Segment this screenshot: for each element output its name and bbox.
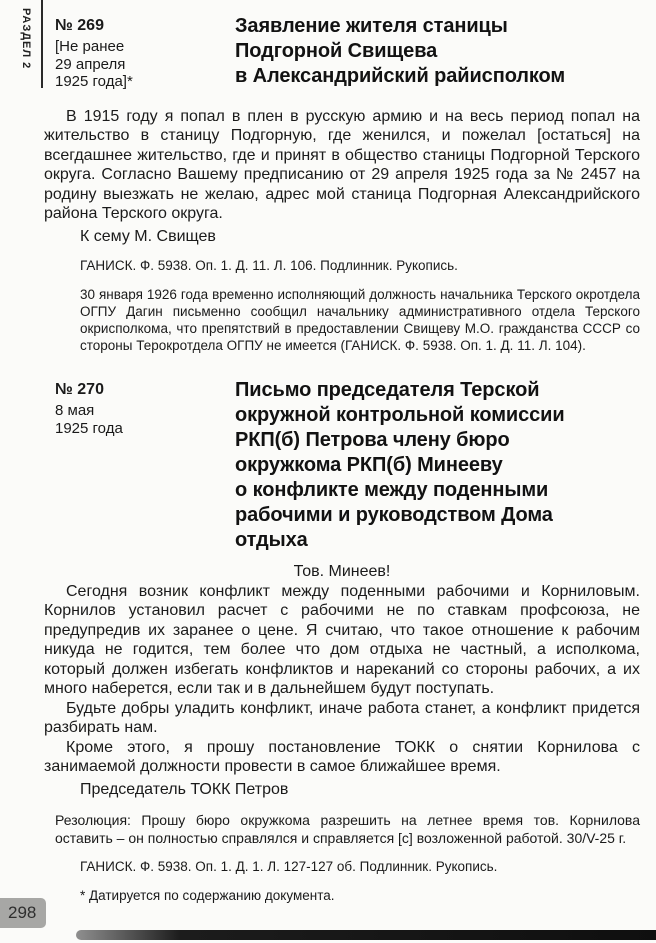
doc-title: Письмо председателя Терской окружной контрольной комиссии РКП(б) Петрова члену бюро окружкома РКП(б) Минееву о конфликте между поденными рабочими и руководством Дома отдыха [235, 379, 565, 551]
doc-270-meta [44, 378, 235, 553]
doc-body-paragraph: В 1915 году я попал в плен в русскую армию и на весь период попал на жительство в станицу Подгорную, где женился, и пожелал [остаться] на всегдашнее жительство, где и принят в общество станицы Подгорной Терского округа. Согласно Вашему предписанию от 29 апреля 1925 года за № 2457 на родину выезжать не желаю, адрес мой станица Подгорная Александрийского района Терского округа. [44, 107, 640, 222]
document-270 [44, 378, 640, 904]
doc-270-header [44, 378, 640, 553]
doc-number: № 270 [55, 381, 104, 398]
doc-title: Заявление жителя станицы Подгорной Свищева в Александрийский райисполком [235, 15, 566, 87]
resolution-note: Резолюция: Прошу бюро окружкома разрешить на летнее время тов. Корнилова оставить – он полностью справлялся и справляется [с] возложенной работой. 30/V-25 г. [55, 812, 640, 846]
bottom-decoration-bar [76, 930, 656, 940]
doc-date: [Не ранее 29 апреля 1925 года]* [55, 38, 133, 90]
doc-date: 8 мая 1925 года [55, 402, 123, 437]
document-269 [44, 14, 640, 354]
doc-body-paragraph: Кроме этого, я прошу постановление ТОКК о снятии Корнилова с занимаемой должности провести в самое ближайшее время. [44, 738, 640, 775]
archive-citation: ГАНИСК. Ф. 5938. Оп. 1. Д. 11. Л. 106. Подлинник. Рукопись. [80, 258, 458, 273]
doc-body-paragraph: Будьте добры уладить конфликт, иначе работа станет, а конфликт придется разбирать нам. [44, 699, 640, 736]
editorial-note: 30 января 1926 года временно исполняющий должность начальника Терского окротдела ОГПУ Дагин письменно сообщил начальнику административного отдела Терского окрисполкома, что препятствий в предоставлении Свищеву М.О. гражданства СССР со стороны Терокротдела ОГПУ не имеется (ГАНИСК. Ф. 5938. Оп. 1. Д. 11. Л. 104). [80, 287, 640, 353]
doc-269-meta [44, 14, 235, 91]
doc-body-paragraph: Сегодня возник конфликт между поденными рабочими и Корниловым. Корнилов установил расчет с рабочими не по ставкам профсоюза, не предупредив их заранее о цене. Я считаю, что такое отношение к рабочим никуда не годится, тем более что дом отдыха не частный, а исполкома, который должен избегать конфликтов и нареканий со стороны рабочих, а их много наберется, если так и в дальнейшем будут поступать. [44, 582, 640, 697]
doc-number: № 269 [55, 17, 104, 34]
date-footnote: * Датируется по содержанию документа. [80, 888, 335, 903]
salutation: Тов. Минеев! [293, 563, 391, 580]
signature-line: Председатель ТОКК Петров [80, 780, 289, 798]
section-label: РАЗДЕЛ 2 [20, 8, 32, 70]
page-number-tab: 298 [0, 898, 46, 928]
signature-line: К сему М. Свищев [80, 227, 216, 245]
doc-269-header [44, 14, 640, 91]
archive-citation: ГАНИСК. Ф. 5938. Оп. 1. Д. 1. Л. 127-127 об. Подлинник. Рукопись. [80, 859, 498, 874]
